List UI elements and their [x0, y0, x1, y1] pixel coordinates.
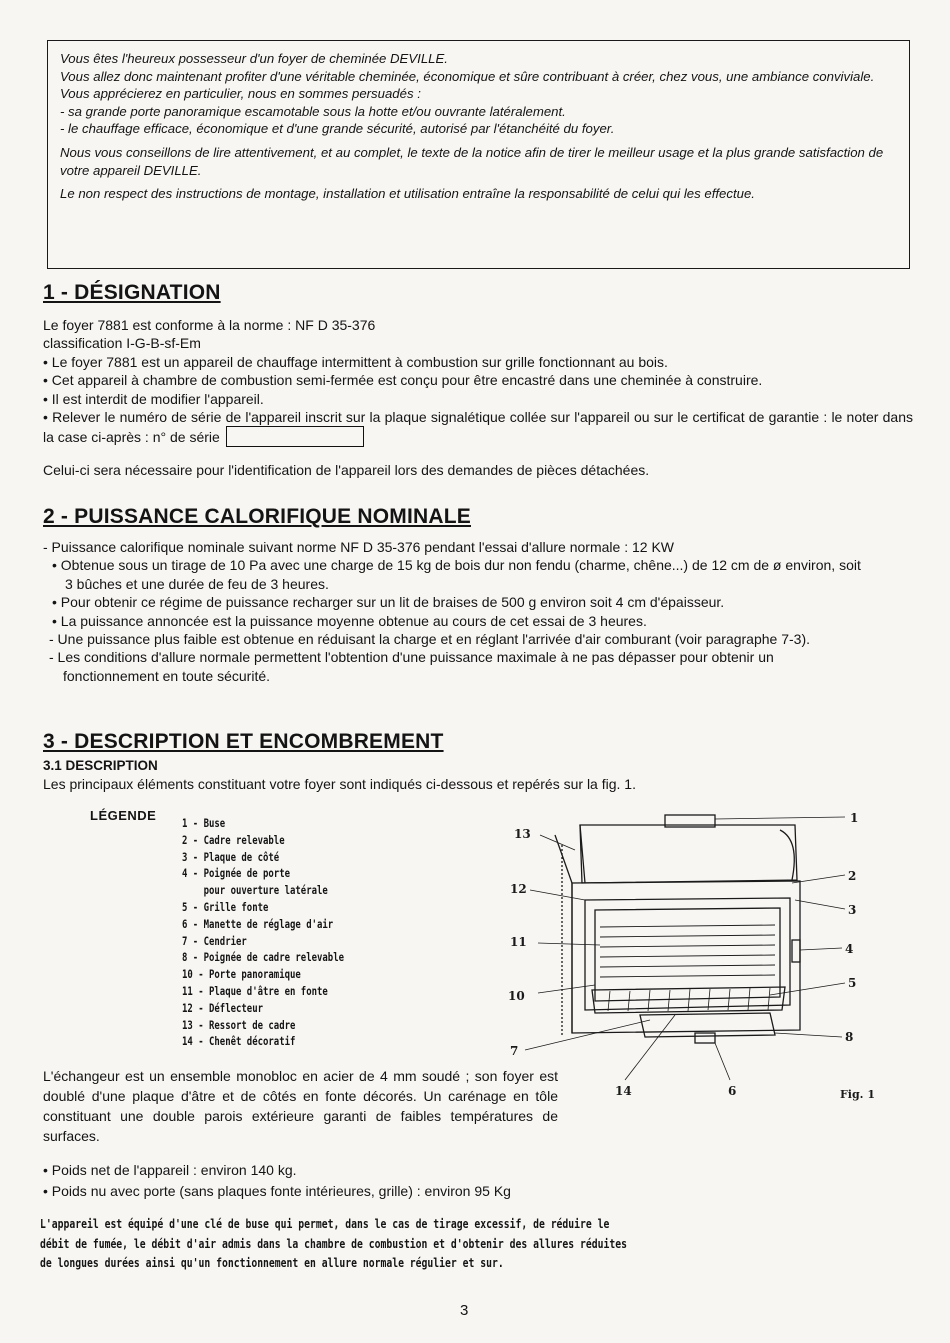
fig-number: 7	[510, 1044, 519, 1058]
fig-number: 8	[845, 1030, 854, 1044]
fig-number: 2	[848, 869, 857, 883]
s1-line: classification I-G-B-sf-Em	[43, 335, 201, 352]
s2-line: • Pour obtenir ce régime de puissance recharger sur un lit de braises de 500 g environ soit 4 cm d'épaisseur.	[52, 594, 725, 611]
weight-line: • Poids net de l'appareil : environ 140 kg.	[43, 1162, 297, 1178]
s2-line: • Obtenue sous un tirage de 10 Pa avec une charge de 15 kg de bois dur non fendu (charme, chêne...) de 12 cm de ø environ, soit 3 bûches et une durée de feu de 3 heures.	[52, 557, 861, 592]
intro-line: Vous apprécierez en particulier, nous en sommes persuadés :	[60, 86, 421, 102]
legend-item: 13 - Ressort de cadre	[182, 1017, 296, 1032]
fig-label: Fig. 1	[840, 1088, 875, 1101]
s1-serial-text: • Relever le numéro de série de l'appareil inscrit sur la plaque signalétique collée sur l'appareil ou sur le certificat de garantie : le noter dans la case ci-après : n° de série	[43, 409, 913, 446]
legend-list	[182, 815, 369, 1050]
section-2-title: 2 - PUISSANCE CALORIFIQUE NOMINALE	[43, 505, 471, 528]
fireplace-figure	[500, 805, 900, 1105]
fig-number: 6	[728, 1084, 737, 1098]
legend-item: 5 - Grille fonte	[182, 899, 269, 914]
legend-item: 4 - Poignée de porte	[182, 866, 291, 881]
legend-item: 14 - Chenêt décoratif	[182, 1034, 296, 1049]
s1-serial-line	[43, 408, 913, 447]
hearth-plate-lines	[600, 925, 775, 977]
door-handle	[792, 940, 800, 962]
fig-number: 13	[514, 827, 531, 841]
air-control	[695, 1033, 715, 1043]
fig-number: 12	[510, 882, 527, 896]
s1-line: Le foyer 7881 est conforme à la norme : NF D 35-376	[43, 317, 376, 333]
weights-list	[43, 1160, 743, 1201]
legend-item: pour ouverture latérale	[182, 883, 328, 898]
intro-line: - le chauffage efficace, économique et d'une grande sécurité, autorisé par l'étanchéité du foyer.	[60, 121, 615, 137]
s3-subtitle: 3.1 DESCRIPTION	[43, 758, 158, 773]
serial-number-box	[226, 426, 364, 447]
section-3-title: 3 - DESCRIPTION ET ENCOMBREMENT	[43, 730, 444, 753]
intro-line: Vous êtes l'heureux possesseur d'un foyer de cheminée DEVILLE.	[60, 51, 448, 66]
door-opening	[585, 898, 790, 1010]
s1-line: • Le foyer 7881 est un appareil de chauffage intermittent à combustion sur grille fonctionnant au bois.	[43, 353, 668, 370]
page-number: 3	[460, 1302, 469, 1319]
legend-item: 3 - Plaque de côté	[182, 849, 280, 864]
fig-number: 11	[510, 935, 527, 949]
fig-number: 10	[508, 989, 525, 1003]
s2-line: - Puissance calorifique nominale suivant norme NF D 35-376 pendant l'essai d'allure normale : 12 KW	[43, 539, 674, 555]
s3-lead: Les principaux éléments constituant votre foyer sont indiqués ci-dessous et repérés sur la fig. 1.	[43, 776, 636, 793]
intro-line: - sa grande porte panoramique escamotable sous la hotte et/ou ouvrante latéralement.	[60, 103, 566, 119]
typed-line: L'appareil est équipé d'une clé de buse qui permet, dans le cas de tirage excessif, de réduire le	[40, 1216, 610, 1231]
intro-line: Vous allez donc maintenant profiter d'une véritable cheminée, économique et sûre contribuant à créer, chez vous, une ambiance conviviale.	[60, 68, 875, 84]
fig-number: 14	[615, 1084, 632, 1098]
s1-line: Celui-ci sera nécessaire pour l'identification de l'appareil lors des demandes de pièces détachées.	[43, 462, 650, 479]
fig-number: 1	[850, 811, 859, 825]
legend-title: LÉGENDE	[90, 808, 157, 823]
weight-line: • Poids nu avec porte (sans plaques fonte intérieures, grille) : environ 95 Kg	[43, 1182, 511, 1199]
fig-number: 4	[845, 942, 854, 956]
legend-item: 2 - Cadre relevable	[182, 832, 285, 847]
section-1-body	[43, 316, 913, 480]
section-3-intro	[43, 757, 913, 794]
legend-item: 6 - Manette de réglage d'air	[182, 916, 334, 931]
legend-item: 7 - Cendrier	[182, 933, 247, 948]
intro-line: Nous vous conseillons de lire attentivement, et au complet, le texte de la notice afin de tirer le meilleur usage et la plus grande satisfaction de votre appareil DEVILLE.	[60, 144, 884, 178]
legend-item: 10 - Porte panoramique	[182, 967, 301, 982]
intro-box	[47, 40, 910, 269]
s2-line: - Une puissance plus faible est obtenue en réduisant la charge et en réglant l'arrivée d'air comburant (voir paragraphe 7-3).	[49, 631, 811, 648]
legend-item: 1 - Buse	[182, 816, 226, 830]
legend-item: 12 - Déflecteur	[182, 1000, 264, 1015]
hood-outline	[580, 825, 797, 883]
section-2-body	[43, 538, 863, 685]
s2-line: • La puissance annoncée est la puissance moyenne obtenue au cours de cet essai de 3 heures.	[52, 612, 647, 629]
exchanger-paragraph: L'échangeur est un ensemble monobloc en acier de 4 mm soudé ; son foyer est doublé d'une plaque d'âtre et de côtés en fonte décorés. Un carénage en tôle constituant une double parois extérieure garanti de faibles températures de surfaces.	[43, 1068, 558, 1144]
s2-line: - Les conditions d'allure normale permettent l'obtention d'une puissance maximale à ne pas dépasser pour obtenir un fonctionnement en toute sécurité.	[49, 649, 774, 684]
intro-line: Le non respect des instructions de montage, installation et utilisation entraîne la responsabilité de celui qui les effectue.	[60, 186, 755, 202]
section-1-title: 1 - DÉSIGNATION	[43, 281, 221, 304]
legend-item: 11 - Plaque d'âtre en fonte	[182, 983, 328, 998]
s1-line: • Il est interdit de modifier l'appareil.	[43, 390, 264, 407]
typed-note	[40, 1214, 758, 1273]
fig-number: 5	[848, 976, 857, 990]
legend-item: 8 - Poignée de cadre relevable	[182, 950, 345, 965]
typed-line: débit de fumée, le débit d'air admis dans la chambre de combustion et d'obtenir des allures réduites	[40, 1235, 628, 1251]
s1-line: • Cet appareil à chambre de combustion semi-fermée est conçu pour être encastré dans une cheminée à construire.	[43, 372, 763, 389]
hood-handle	[780, 830, 794, 880]
fig-number: 3	[848, 903, 857, 917]
typed-line: de longues durées ainsi qu'un fonctionnement en allure normale régulier et sur.	[40, 1255, 504, 1270]
